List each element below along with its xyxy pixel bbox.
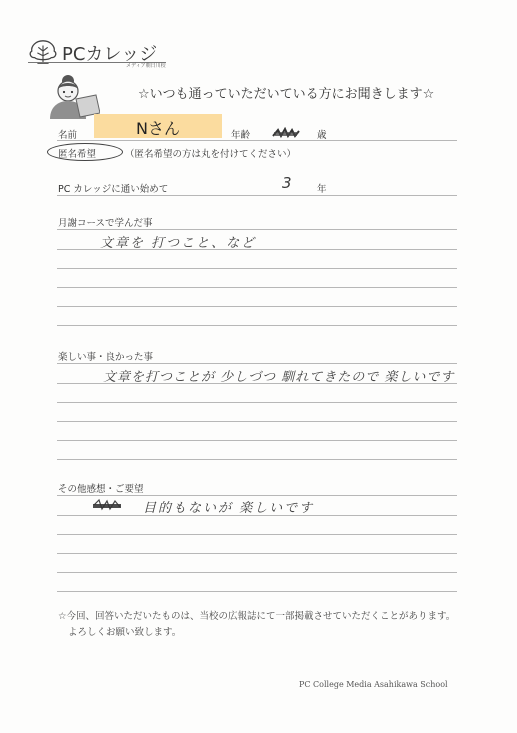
years-unit: 年 <box>317 184 327 195</box>
other-line <box>57 495 457 496</box>
years-row-line <box>57 195 457 196</box>
fun-line <box>57 459 457 460</box>
closing-note: よろしくお願い致します。 <box>68 627 182 638</box>
course-line <box>57 249 457 250</box>
course-line <box>57 229 457 230</box>
course-line <box>57 287 457 288</box>
years-value: 3 <box>282 174 292 192</box>
other-line <box>57 515 457 516</box>
brand-subtitle: メディア朝日川校 <box>126 63 166 69</box>
name-row-line <box>57 140 457 141</box>
crossed-out-scribble <box>92 497 122 513</box>
other-line <box>57 572 457 573</box>
name-label: 名前 <box>58 130 78 141</box>
age-label: 年齢 <box>231 130 251 141</box>
school-footer: PC College Media Asahikawa School <box>299 680 448 689</box>
fun-line <box>57 440 457 441</box>
other-label: その他感想・ご要望 <box>58 484 144 495</box>
anonymous-note: （匿名希望の方は丸を付けてください） <box>125 149 297 160</box>
other-line <box>57 553 457 554</box>
age-redacted-scribble <box>272 127 300 139</box>
name-value: Nさん <box>136 119 180 138</box>
fun-line <box>57 363 457 364</box>
course-label: 月謝コースで学んだ事 <box>58 218 153 229</box>
fun-line <box>57 383 457 384</box>
person-at-laptop-icon <box>46 73 100 119</box>
fun-line <box>57 402 457 403</box>
years-label: PC カレッジに通い始めて <box>58 184 169 195</box>
course-line <box>57 268 457 269</box>
fun-label: 楽しい事・良かった事 <box>58 352 154 363</box>
fun-answer: 文章を打つことが 少しづつ 馴れてきたので 楽しいです <box>103 370 455 385</box>
other-line <box>57 534 457 535</box>
fun-line <box>57 421 457 422</box>
course-line <box>57 306 457 307</box>
other-line <box>57 591 457 592</box>
course-answer: 文章を 打つこと、など <box>100 236 257 251</box>
publication-note: ☆今回、回答いただいたものは、当校の広報誌にて一部掲載させていただくことがあります。 <box>58 611 456 622</box>
survey-headline: ☆いつも通っていただいている方にお聞きします☆ <box>138 87 435 102</box>
anonymous-label: 匿名希望 <box>58 149 97 160</box>
other-answer: 目的もないが 楽しいです <box>143 501 315 516</box>
brand-name: PCカレッジ <box>62 44 158 65</box>
course-line <box>57 325 457 326</box>
age-unit: 歳 <box>317 130 327 141</box>
